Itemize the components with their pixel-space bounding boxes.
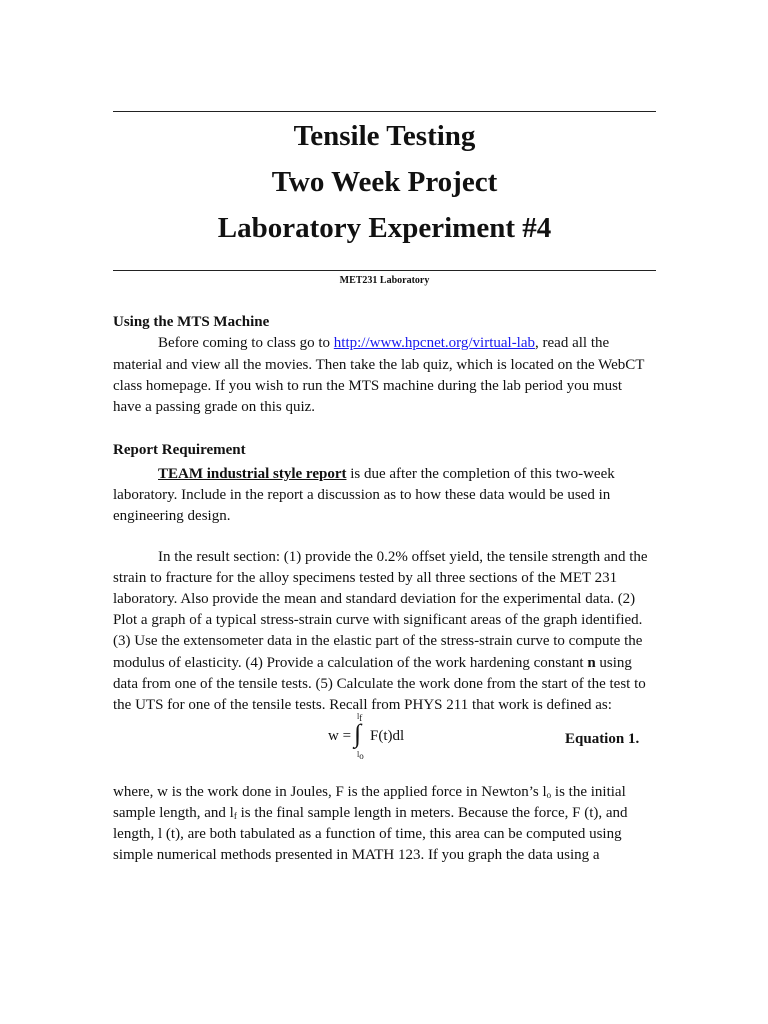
paragraph-line: laboratory. Also provide the mean and standard deviation for the experimental data. (2) [113, 591, 636, 607]
section-heading-mts: Using the MTS Machine [113, 314, 270, 330]
limit-symbol: l [357, 750, 360, 759]
paragraph-line: material and view all the movies. Then take the lab quiz, which is located on the WebCT [113, 357, 645, 373]
limit-symbol: l [357, 712, 360, 721]
paragraph-line: (3) Use the extensometer data in the elastic part of the stress-strain curve to compute the [113, 633, 643, 649]
lower-limit [357, 750, 364, 759]
course-label: MET231 Laboratory [339, 275, 430, 286]
text-span: , read all the [535, 335, 610, 351]
text-span: where, w is the work done in Joules, F is the applied force in Newton’s l [113, 784, 547, 800]
paragraph-line [158, 465, 615, 483]
subscript: f [233, 811, 237, 821]
equation-label: Equation 1. [565, 731, 640, 747]
text-span: modulus of elasticity. (4) Provide a calculation of the work hardening constant [113, 655, 588, 671]
paragraph-line: engineering design. [113, 508, 231, 524]
title-line-2: Two Week Project [271, 166, 498, 198]
paragraph-line: class homepage. If you wish to run the MTS machine during the lab period you must [113, 378, 623, 394]
title-line-3: Laboratory Experiment #4 [217, 212, 552, 244]
text-span: Before coming to class go to [158, 335, 334, 351]
paragraph-line: have a passing grade on this quiz. [113, 399, 316, 415]
paragraph-line: simple numerical methods presented in MATH 123. If you graph the data using a [113, 847, 600, 863]
paragraph-line: In the result section: (1) provide the 0.2% offset yield, the tensile strength and the [158, 549, 648, 565]
integral-sign: ∫ [354, 719, 362, 748]
text-span: using [595, 655, 632, 671]
constant-n: n [587, 655, 596, 671]
equation-integrand: F(t)dl [370, 728, 405, 744]
work-equation [326, 712, 436, 760]
text-span: is due after the completion of this two-week [346, 466, 615, 482]
virtual-lab-link[interactable]: http://www.hpcnet.org/virtual-lab [333, 335, 536, 351]
paragraph-line: length, l (t), are both tabulated as a function of time, this area can be computed using [113, 826, 622, 842]
text-span: sample length, and l [113, 805, 234, 821]
limit-subscript: o [359, 751, 364, 761]
subscript: o [546, 790, 552, 800]
bottom-rule [113, 270, 656, 271]
paragraph-line: Plot a graph of a typical stress-strain curve with significant areas of the graph identified. [113, 612, 643, 628]
text-span: is the initial [551, 784, 626, 800]
paragraph-line [158, 334, 609, 352]
equation-lhs: w = [328, 728, 352, 744]
team-report-emphasis: TEAM industrial style report [158, 466, 347, 482]
limit-subscript: f [359, 713, 363, 723]
title-line-1: Tensile Testing [293, 120, 476, 152]
section-heading-report: Report Requirement [113, 442, 246, 458]
text-span: is the final sample length in meters. Because the force, F (t), and [236, 805, 628, 821]
paragraph-line: laboratory. Include in the report a discussion as to how these data would be used in [113, 487, 611, 503]
paragraph-line [113, 783, 626, 801]
paragraph-line [113, 654, 632, 672]
paragraph-line: data from one of the tensile tests. (5) Calculate the work done from the start of the test to [113, 676, 646, 692]
top-rule [113, 111, 656, 112]
paragraph-line: the UTS for one of the tensile tests. Recall from PHYS 211 that work is defined as: [113, 697, 612, 713]
paragraph-line: strain to fracture for the alloy specimens tested by all three sections of the MET 231 [113, 570, 618, 586]
paragraph-line [113, 804, 628, 822]
